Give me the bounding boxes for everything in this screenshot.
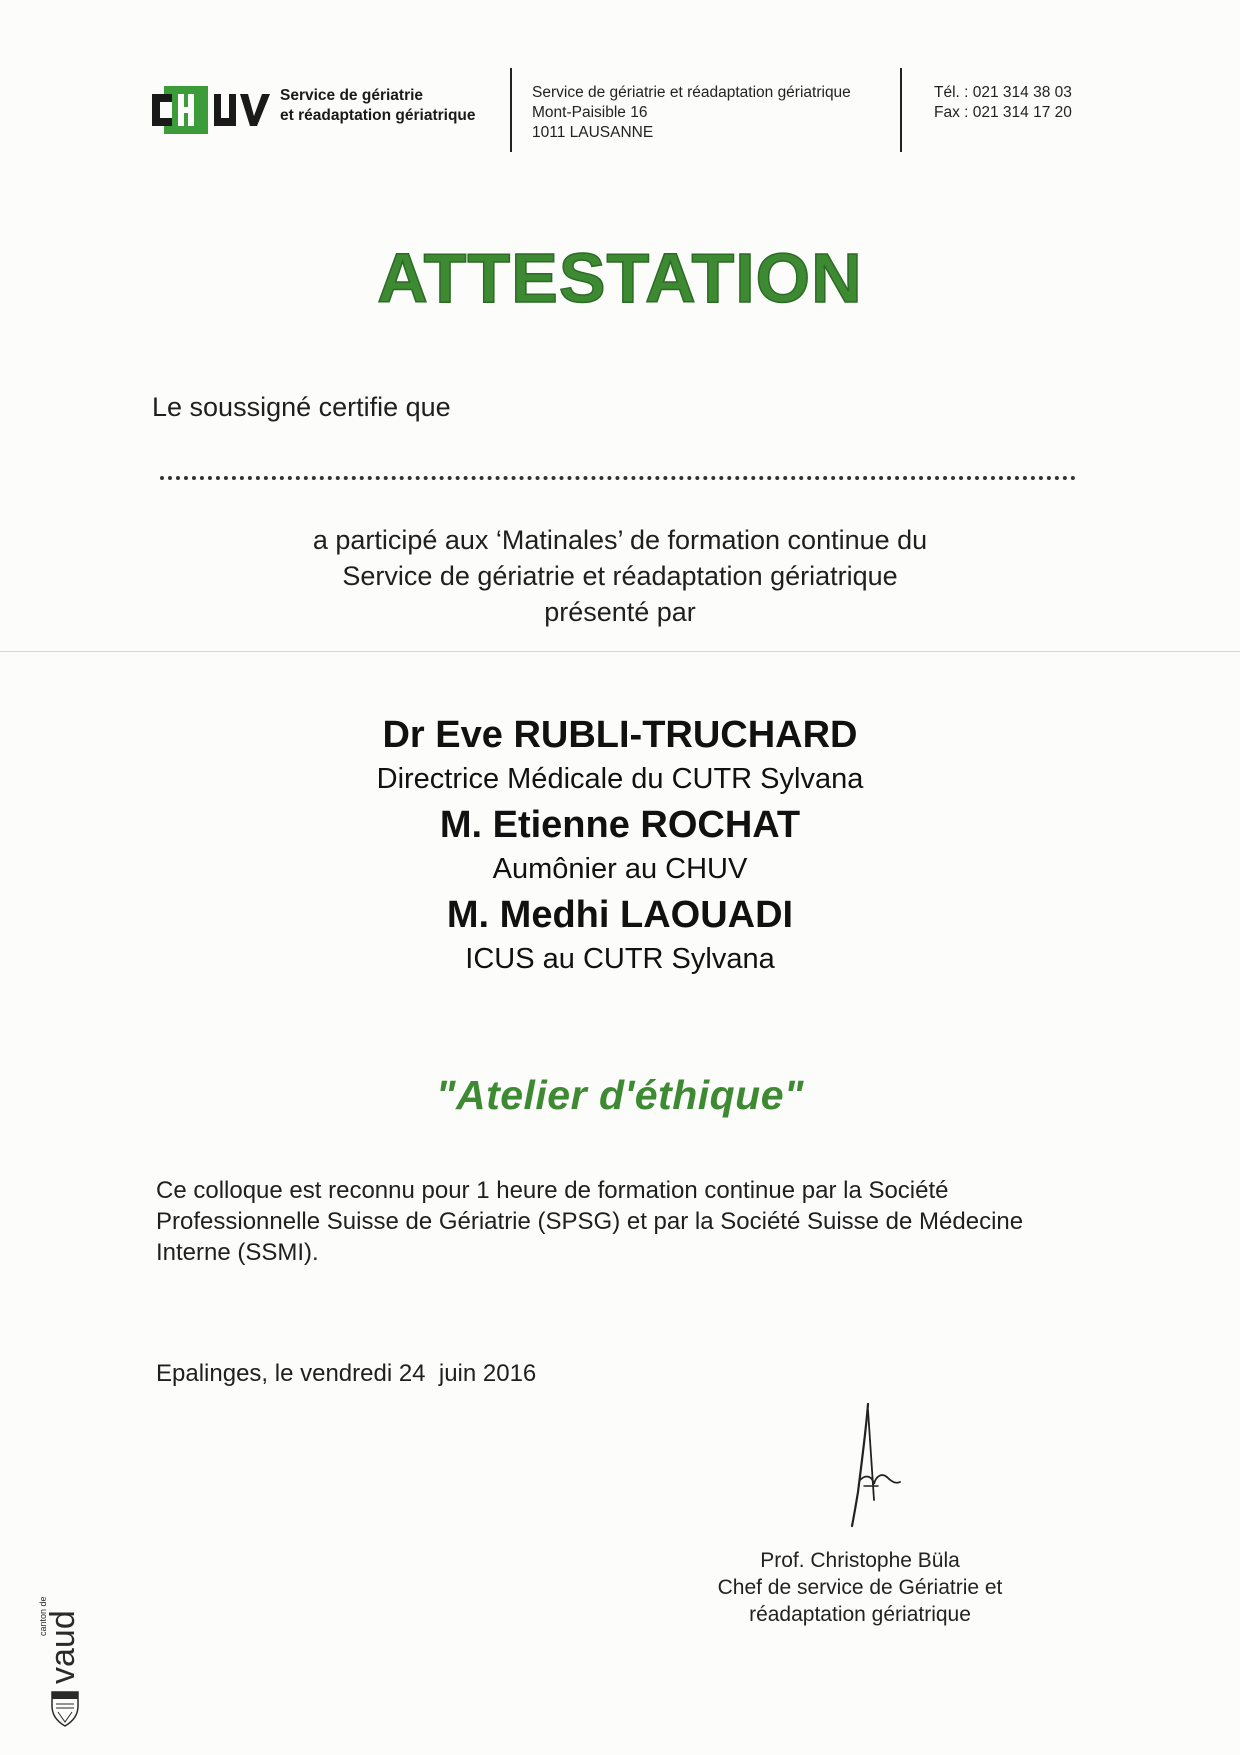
document-title: ATTESTATION: [377, 239, 863, 317]
signer-name: Prof. Christophe Büla: [760, 1549, 960, 1572]
recognition-line-2: Professionnelle Suisse de Gériatrie (SPSG) et par la Société Suisse de Médecine: [156, 1208, 1024, 1235]
presenter-role: Aumônier au CHUV: [492, 853, 748, 885]
participation-line-2: Service de gériatrie et réadaptation gériatrique: [342, 561, 898, 591]
phone-number: Tél. : 021 314 38 03: [934, 84, 1072, 101]
recognition-line-1: Ce colloque est reconnu pour 1 heure de formation continue par la Société: [156, 1177, 949, 1204]
participation-line-1: a participé aux ‘Matinales’ de formation continue du: [312, 525, 928, 555]
address-line-3: 1011 LAUSANNE: [532, 124, 654, 141]
presenters-list: [0, 712, 1240, 982]
recognition-text: [156, 1175, 1056, 1268]
signer-title-line-2: réadaptation gériatrique: [749, 1603, 971, 1626]
intro-text: Le soussigné certifie que: [152, 392, 451, 422]
header-divider-2: [900, 68, 902, 152]
handwritten-signature: [820, 1400, 920, 1530]
course-title: "Atelier d'éthique": [436, 1072, 804, 1118]
address-line-2: Mont-Paisible 16: [532, 104, 648, 121]
service-line-1: Service de gériatrie: [280, 87, 424, 104]
service-line-2: et réadaptation gériatrique: [280, 107, 476, 124]
header-address: [532, 83, 851, 143]
svg-text:vaud: vaud: [44, 1610, 82, 1684]
participation-line-3: présenté par: [544, 597, 696, 627]
signer-block: [680, 1547, 1040, 1628]
chuv-logo: [152, 86, 270, 134]
place-and-date: Epalinges, le vendredi 24 juin 2016: [156, 1360, 537, 1387]
header-divider-1: [510, 68, 512, 152]
svg-text:canton de: canton de: [38, 1596, 48, 1636]
signer-title-line-1: Chef de service de Gériatrie et: [717, 1576, 1003, 1599]
presenter-name: Dr Eve RUBLI-TRUCHARD: [382, 714, 858, 756]
fold-line: [0, 651, 1240, 652]
header-contact: [934, 83, 1072, 123]
name-blank-line: [160, 476, 1076, 480]
address-line-1: Service de gériatrie et réadaptation gériatrique: [532, 84, 851, 101]
recognition-line-3: Interne (SSMI).: [156, 1239, 319, 1266]
participation-text: [0, 522, 1240, 630]
presenter-name: M. Etienne ROCHAT: [439, 804, 801, 846]
canton-vaud-logo: [38, 1596, 88, 1730]
presenter-role: Directrice Médicale du CUTR Sylvana: [376, 763, 864, 795]
header-service-name: [280, 86, 476, 126]
fax-number: Fax : 021 314 17 20: [934, 104, 1072, 121]
presenter-role: ICUS au CUTR Sylvana: [465, 943, 775, 975]
presenter-name: M. Medhi LAOUADI: [446, 894, 794, 936]
